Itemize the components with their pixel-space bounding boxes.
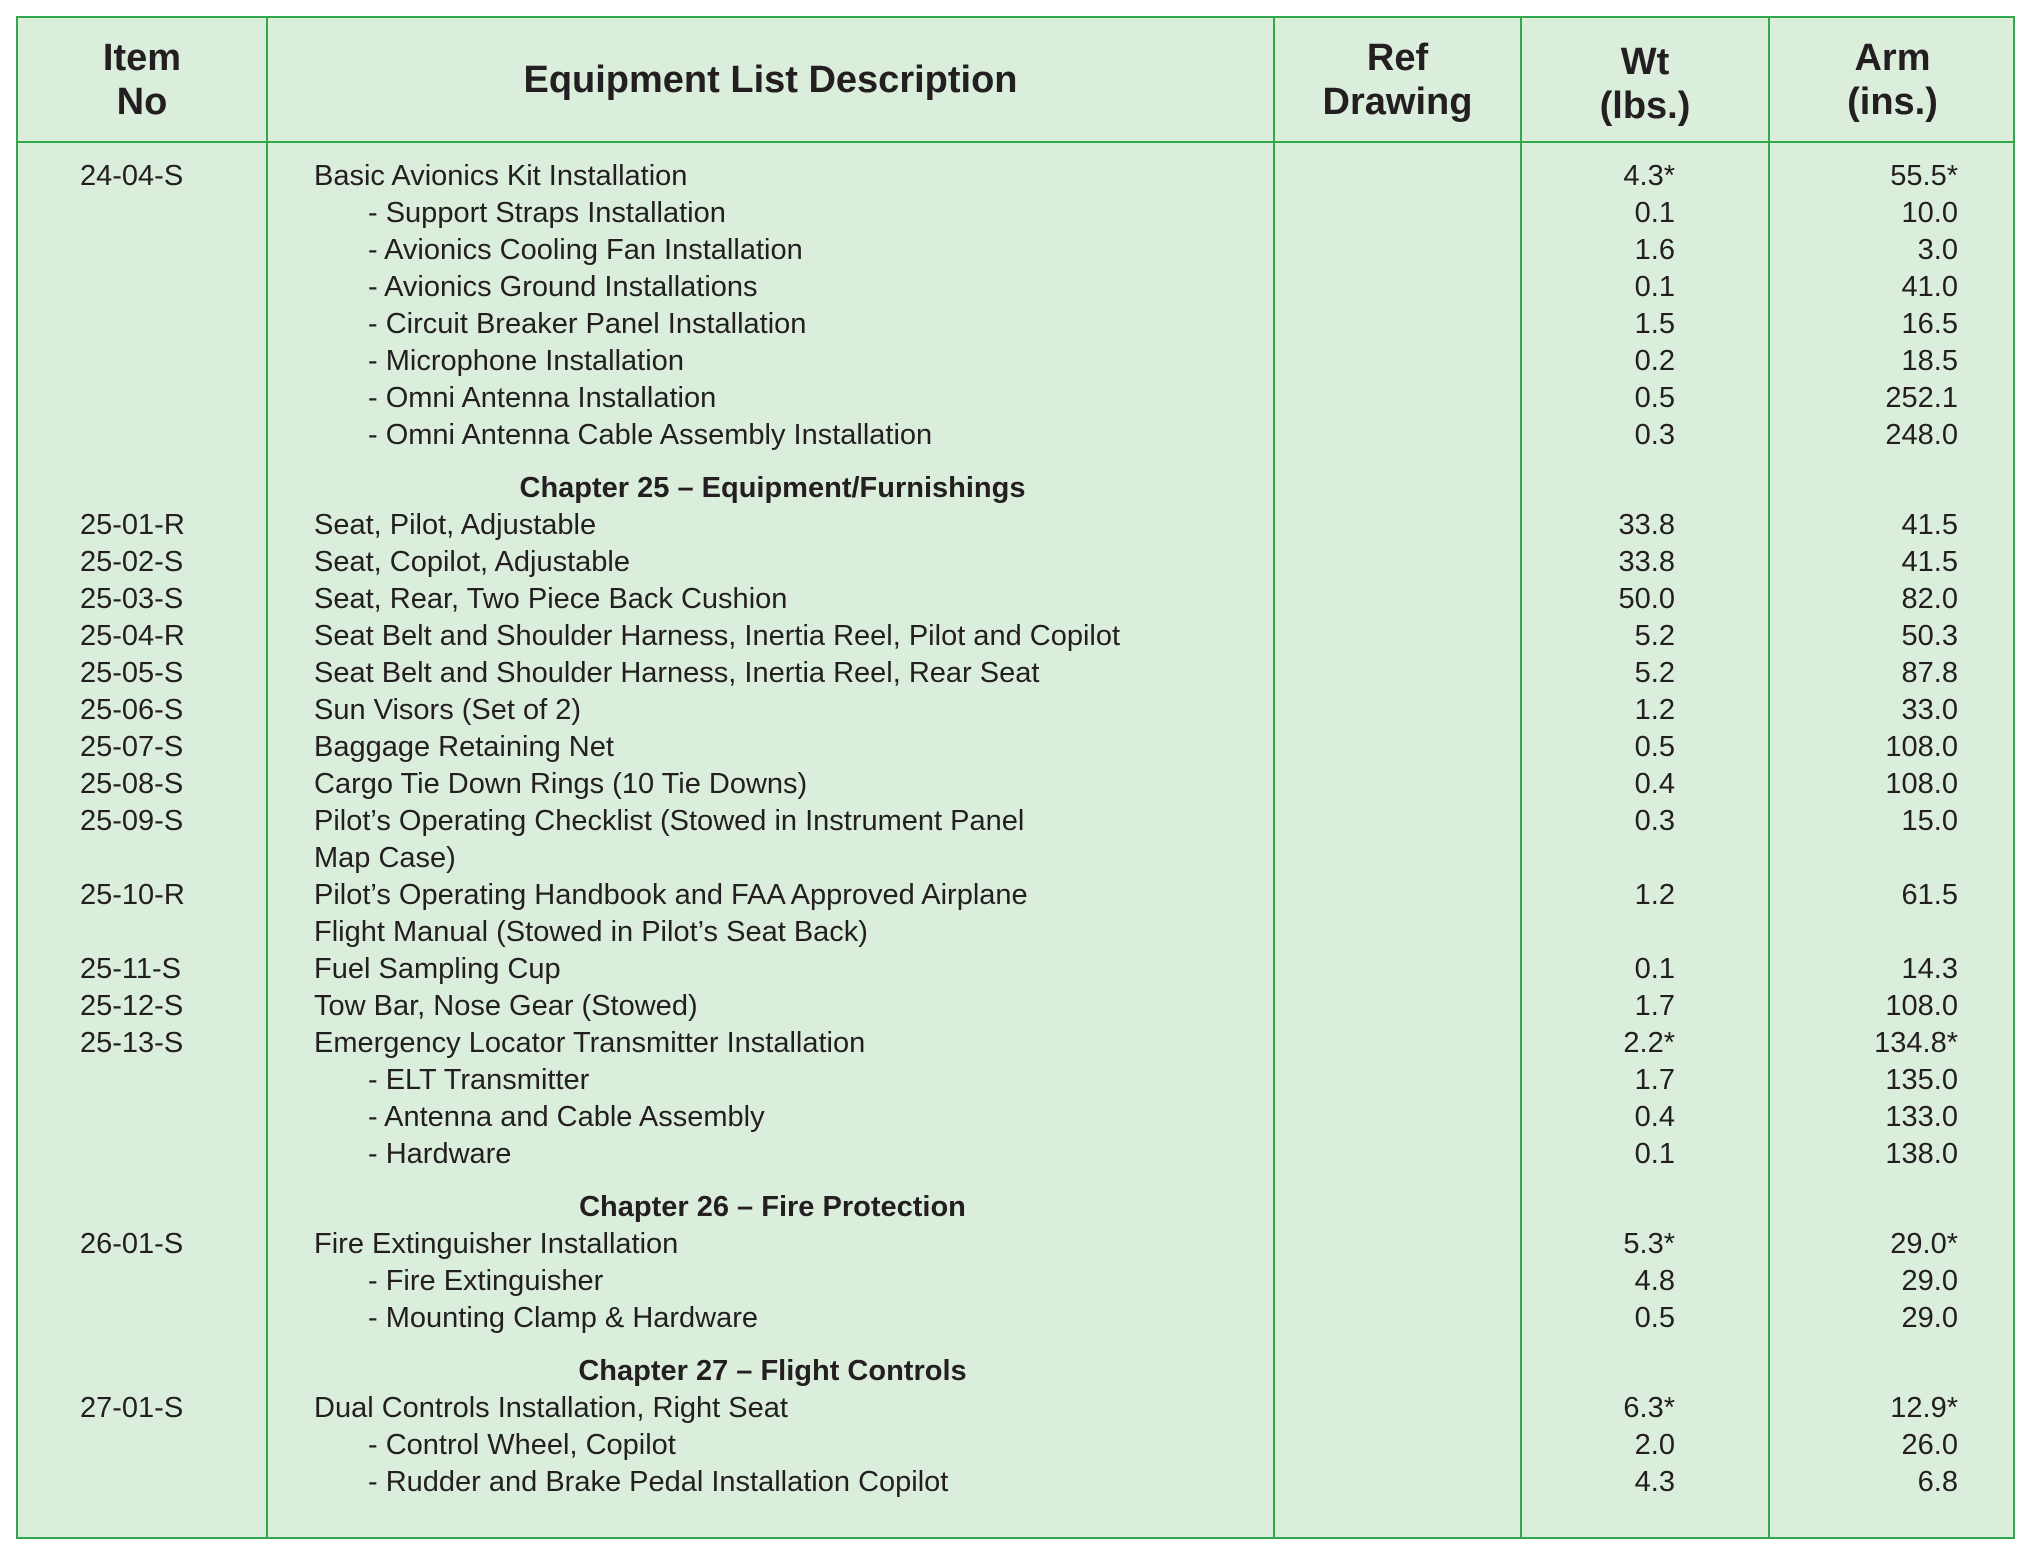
item-weight: 33.8: [1618, 546, 1675, 578]
item-arm: 248.0: [1885, 419, 1958, 451]
header-ref-drawing: [1275, 18, 1520, 141]
item-description: Pilot’s Operating Handbook and FAA Approved Airplane: [314, 879, 1028, 911]
table-row: [18, 306, 2013, 343]
item-description: Pilot’s Operating Checklist (Stowed in Instrument Panel: [314, 805, 1025, 837]
table-row: [18, 692, 2013, 729]
header-item-no: [18, 18, 266, 141]
item-weight: 0.2: [1634, 345, 1675, 377]
header-item-line2: No: [116, 80, 168, 123]
item-number: 24-04-S: [80, 160, 184, 192]
table-row: [18, 1427, 2013, 1464]
table-row: [18, 988, 2013, 1025]
table-row: [18, 840, 2013, 877]
item-description: - Control Wheel, Copilot: [368, 1429, 676, 1461]
chapter-title: Chapter 26 – Fire Protection: [579, 1191, 966, 1223]
item-number: 25-04-R: [80, 620, 185, 652]
header-wt-line2: (lbs.): [1599, 84, 1691, 127]
item-description: - Omni Antenna Cable Assembly Installation: [368, 419, 933, 451]
item-arm: 252.1: [1885, 382, 1958, 414]
item-arm: 10.0: [1901, 197, 1958, 229]
item-number: 26-01-S: [80, 1228, 184, 1260]
table-body: [18, 158, 2013, 1501]
item-arm: 29.0: [1901, 1265, 1958, 1297]
item-weight: 0.3: [1634, 805, 1675, 837]
item-number: 25-12-S: [80, 990, 184, 1022]
table-row: [18, 1226, 2013, 1263]
item-arm: 29.0: [1901, 1302, 1958, 1334]
item-number: 27-01-S: [80, 1392, 184, 1424]
header-arm-line2: (ins.): [1847, 80, 1938, 123]
item-weight: 0.1: [1634, 953, 1675, 985]
table-row: [18, 1390, 2013, 1427]
table-row: [18, 1300, 2013, 1337]
item-weight: 50.0: [1618, 583, 1675, 615]
item-weight: 4.3: [1634, 1466, 1675, 1498]
chapter-heading-row: [18, 470, 2013, 507]
item-arm: 6.8: [1917, 1466, 1958, 1498]
item-description: Sun Visors (Set of 2): [314, 694, 582, 726]
table-row: [18, 618, 2013, 655]
item-description: - Avionics Ground Installations: [368, 271, 758, 303]
header-arm: [1770, 18, 2015, 141]
item-weight: 2.0: [1634, 1429, 1675, 1461]
item-arm: 135.0: [1885, 1064, 1958, 1096]
item-arm: 138.0: [1885, 1138, 1958, 1170]
item-arm: 16.5: [1901, 308, 1958, 340]
item-arm: 15.0: [1901, 805, 1958, 837]
item-weight: 5.2: [1634, 620, 1675, 652]
item-number: 25-01-R: [80, 509, 185, 541]
item-weight: 1.2: [1634, 879, 1675, 911]
table-row: [18, 951, 2013, 988]
item-arm: 14.3: [1901, 953, 1958, 985]
item-weight: 1.6: [1634, 234, 1675, 266]
item-description: Cargo Tie Down Rings (10 Tie Downs): [314, 768, 808, 800]
header-item-line1: Item: [102, 36, 182, 79]
table-row: [18, 729, 2013, 766]
item-description: - Support Straps Installation: [368, 197, 726, 229]
item-weight: 0.4: [1634, 1101, 1675, 1133]
item-arm: 133.0: [1885, 1101, 1958, 1133]
item-description: Baggage Retaining Net: [314, 731, 614, 763]
table-row: [18, 1263, 2013, 1300]
item-description: - Mounting Clamp & Hardware: [368, 1302, 759, 1334]
item-description: Flight Manual (Stowed in Pilot’s Seat Back): [314, 916, 868, 948]
item-weight: 1.7: [1634, 990, 1675, 1022]
item-description: Tow Bar, Nose Gear (Stowed): [314, 990, 698, 1022]
table-row: [18, 914, 2013, 951]
item-description: - Microphone Installation: [368, 345, 684, 377]
chapter-heading-row: [18, 1189, 2013, 1226]
item-description: - Rudder and Brake Pedal Installation Copilot: [368, 1466, 949, 1498]
item-description: Emergency Locator Transmitter Installation: [314, 1027, 866, 1059]
item-number: 25-11-S: [80, 953, 182, 985]
header-description: [268, 18, 1273, 141]
item-arm: 87.8: [1901, 657, 1958, 689]
item-weight: 0.5: [1634, 382, 1675, 414]
table-row: [18, 195, 2013, 232]
item-number: 25-05-S: [80, 657, 184, 689]
item-weight: 0.1: [1634, 1138, 1675, 1170]
item-arm: 108.0: [1885, 768, 1958, 800]
item-description: - Hardware: [368, 1138, 512, 1170]
table-row: [18, 1136, 2013, 1173]
table-row: [18, 1062, 2013, 1099]
item-description: Map Case): [314, 842, 456, 874]
item-weight: 4.8: [1634, 1265, 1675, 1297]
table-row: [18, 232, 2013, 269]
chapter-heading-row: [18, 1353, 2013, 1390]
item-arm: 82.0: [1901, 583, 1958, 615]
item-number: 25-03-S: [80, 583, 184, 615]
item-weight: 1.5: [1634, 308, 1675, 340]
item-arm: 26.0: [1901, 1429, 1958, 1461]
item-weight: 5.2: [1634, 657, 1675, 689]
item-number: 25-09-S: [80, 805, 184, 837]
item-arm: 41.5: [1901, 509, 1958, 541]
item-weight: 4.3*: [1623, 160, 1675, 192]
item-description: Fire Extinguisher Installation: [314, 1228, 679, 1260]
item-arm: 55.5*: [1890, 160, 1958, 192]
item-description: Fuel Sampling Cup: [314, 953, 561, 985]
table-row: [18, 1025, 2013, 1062]
item-weight: 0.1: [1634, 271, 1675, 303]
item-number: 25-08-S: [80, 768, 184, 800]
item-arm: 108.0: [1885, 731, 1958, 763]
item-number: 25-07-S: [80, 731, 184, 763]
item-number: 25-13-S: [80, 1027, 184, 1059]
table-row: [18, 158, 2013, 195]
table-row: [18, 544, 2013, 581]
item-weight: 0.5: [1634, 1302, 1675, 1334]
item-description: - Fire Extinguisher: [368, 1265, 604, 1297]
item-arm: 29.0*: [1890, 1228, 1958, 1260]
item-description: Seat, Rear, Two Piece Back Cushion: [314, 583, 788, 615]
header-ref-line1: Ref: [1366, 36, 1429, 79]
chapter-title: Chapter 27 – Flight Controls: [578, 1355, 967, 1387]
item-arm: 50.3: [1901, 620, 1958, 652]
header-description-label: Equipment List Description: [523, 58, 1018, 101]
item-arm: 61.5: [1901, 879, 1958, 911]
table-row: [18, 581, 2013, 618]
item-description: Seat Belt and Shoulder Harness, Inertia Reel, Pilot and Copilot: [314, 620, 1121, 652]
item-arm: 12.9*: [1890, 1392, 1958, 1424]
item-arm: 33.0: [1901, 694, 1958, 726]
item-weight: 2.2*: [1623, 1027, 1675, 1059]
table-row: [18, 269, 2013, 306]
table-row: [18, 507, 2013, 544]
item-weight: 6.3*: [1623, 1392, 1675, 1424]
item-number: 25-06-S: [80, 694, 184, 726]
table-row: [18, 1099, 2013, 1136]
item-weight: 1.2: [1634, 694, 1675, 726]
item-arm: 3.0: [1917, 234, 1958, 266]
item-description: - Antenna and Cable Assembly: [368, 1101, 765, 1133]
table-row: [18, 343, 2013, 380]
table-row: [18, 877, 2013, 914]
item-description: - Circuit Breaker Panel Installation: [368, 308, 807, 340]
item-weight: 0.1: [1634, 197, 1675, 229]
item-description: - Avionics Cooling Fan Installation: [368, 234, 803, 266]
table-row: [18, 655, 2013, 692]
item-description: Dual Controls Installation, Right Seat: [314, 1392, 788, 1424]
item-weight: 0.4: [1634, 768, 1675, 800]
item-number: 25-02-S: [80, 546, 184, 578]
chapter-title: Chapter 25 – Equipment/Furnishings: [519, 472, 1026, 504]
table-row: [18, 1464, 2013, 1501]
table-row: [18, 803, 2013, 840]
header-arm-line1: Arm: [1854, 36, 1931, 79]
item-weight: 33.8: [1618, 509, 1675, 541]
item-arm: 41.0: [1901, 271, 1958, 303]
item-arm: 108.0: [1885, 990, 1958, 1022]
item-weight: 0.3: [1634, 419, 1675, 451]
table-row: [18, 417, 2013, 454]
item-arm: 18.5: [1901, 345, 1958, 377]
item-arm: 134.8*: [1874, 1027, 1958, 1059]
header-wt-line1: Wt: [1620, 40, 1670, 83]
item-description: Seat, Pilot, Adjustable: [314, 509, 597, 541]
item-description: Basic Avionics Kit Installation: [314, 160, 688, 192]
table-row: [18, 766, 2013, 803]
item-weight: 0.5: [1634, 731, 1675, 763]
item-description: Seat Belt and Shoulder Harness, Inertia Reel, Rear Seat: [314, 657, 1040, 689]
header-ref-line2: Drawing: [1322, 80, 1473, 123]
item-arm: 41.5: [1901, 546, 1958, 578]
item-description: - ELT Transmitter: [368, 1064, 590, 1096]
item-weight: 5.3*: [1623, 1228, 1675, 1260]
item-description: - Omni Antenna Installation: [368, 382, 717, 414]
header-weight: [1522, 18, 1768, 141]
header-divider: [18, 141, 2013, 143]
item-number: 25-10-R: [80, 879, 185, 911]
table-row: [18, 380, 2013, 417]
equipment-list-table: [16, 16, 2015, 1539]
item-weight: 1.7: [1634, 1064, 1675, 1096]
item-description: Seat, Copilot, Adjustable: [314, 546, 630, 578]
